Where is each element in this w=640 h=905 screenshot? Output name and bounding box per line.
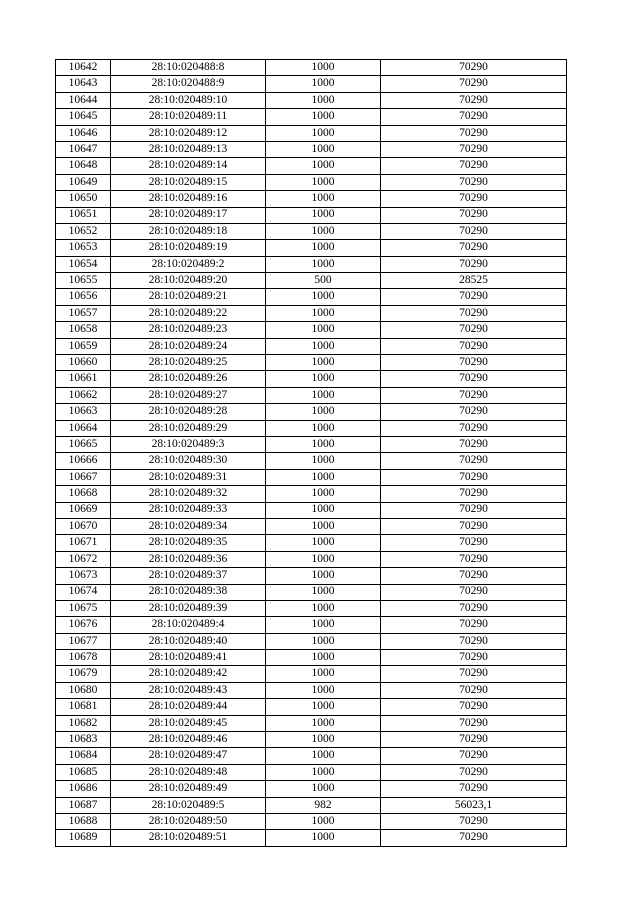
area-cell: 1000 — [266, 650, 381, 666]
cadastral-number-cell: 28:10:020489:20 — [111, 273, 266, 289]
cadastral-number-cell: 28:10:020489:50 — [111, 813, 266, 829]
cadastral-number-cell: 28:10:020489:47 — [111, 748, 266, 764]
area-cell: 1000 — [266, 633, 381, 649]
row-number-cell: 10666 — [56, 453, 111, 469]
table-row — [56, 617, 567, 633]
value-cell: 70290 — [381, 174, 567, 190]
cadastral-number-cell: 28:10:020489:34 — [111, 518, 266, 534]
value-cell: 70290 — [381, 141, 567, 157]
row-number-cell: 10650 — [56, 191, 111, 207]
table-row — [56, 92, 567, 108]
cadastral-number-cell: 28:10:020489:22 — [111, 305, 266, 321]
area-cell: 1000 — [266, 666, 381, 682]
row-number-cell: 10684 — [56, 748, 111, 764]
area-cell: 1000 — [266, 305, 381, 321]
row-number-cell: 10674 — [56, 584, 111, 600]
cadastral-number-cell: 28:10:020489:23 — [111, 322, 266, 338]
area-cell: 1000 — [266, 600, 381, 616]
cadastral-number-cell: 28:10:020489:48 — [111, 764, 266, 780]
value-cell: 70290 — [381, 617, 567, 633]
table-row — [56, 797, 567, 813]
row-number-cell: 10687 — [56, 797, 111, 813]
cadastral-number-cell: 28:10:020489:5 — [111, 797, 266, 813]
table-row — [56, 633, 567, 649]
value-cell: 70290 — [381, 535, 567, 551]
value-cell: 70290 — [381, 699, 567, 715]
cadastral-number-cell: 28:10:020489:35 — [111, 535, 266, 551]
row-number-cell: 10644 — [56, 92, 111, 108]
area-cell: 1000 — [266, 223, 381, 239]
table-row — [56, 781, 567, 797]
row-number-cell: 10678 — [56, 650, 111, 666]
value-cell: 70290 — [381, 289, 567, 305]
cadastral-number-cell: 28:10:020489:10 — [111, 92, 266, 108]
cadastral-number-cell: 28:10:020489:51 — [111, 830, 266, 846]
area-cell: 1000 — [266, 732, 381, 748]
row-number-cell: 10651 — [56, 207, 111, 223]
area-cell: 1000 — [266, 518, 381, 534]
area-cell: 1000 — [266, 322, 381, 338]
row-number-cell: 10676 — [56, 617, 111, 633]
row-number-cell: 10649 — [56, 174, 111, 190]
row-number-cell: 10682 — [56, 715, 111, 731]
value-cell: 70290 — [381, 191, 567, 207]
table-row — [56, 436, 567, 452]
area-cell: 1000 — [266, 830, 381, 846]
table-row — [56, 420, 567, 436]
table-row — [56, 174, 567, 190]
value-cell: 70290 — [381, 469, 567, 485]
table-row — [56, 76, 567, 92]
table-row — [56, 699, 567, 715]
row-number-cell: 10648 — [56, 158, 111, 174]
cadastral-number-cell: 28:10:020489:41 — [111, 650, 266, 666]
value-cell: 70290 — [381, 371, 567, 387]
cadastral-number-cell: 28:10:020489:40 — [111, 633, 266, 649]
value-cell: 56023,1 — [381, 797, 567, 813]
row-number-cell: 10680 — [56, 682, 111, 698]
row-number-cell: 10661 — [56, 371, 111, 387]
area-cell: 1000 — [266, 469, 381, 485]
cadastral-number-cell: 28:10:020489:13 — [111, 141, 266, 157]
table-row — [56, 355, 567, 371]
area-cell: 1000 — [266, 404, 381, 420]
table-row — [56, 223, 567, 239]
area-cell: 1000 — [266, 813, 381, 829]
cadastral-number-cell: 28:10:020489:17 — [111, 207, 266, 223]
table-row — [56, 404, 567, 420]
value-cell: 70290 — [381, 568, 567, 584]
row-number-cell: 10673 — [56, 568, 111, 584]
cadastral-number-cell: 28:10:020489:11 — [111, 109, 266, 125]
value-cell: 70290 — [381, 355, 567, 371]
value-cell: 70290 — [381, 781, 567, 797]
table-row — [56, 387, 567, 403]
area-cell: 1000 — [266, 387, 381, 403]
area-cell: 1000 — [266, 371, 381, 387]
row-number-cell: 10645 — [56, 109, 111, 125]
table-row — [56, 600, 567, 616]
area-cell: 500 — [266, 273, 381, 289]
area-cell: 1000 — [266, 355, 381, 371]
table-row — [56, 682, 567, 698]
cadastral-number-cell: 28:10:020489:26 — [111, 371, 266, 387]
area-cell: 1000 — [266, 240, 381, 256]
row-number-cell: 10652 — [56, 223, 111, 239]
area-cell: 1000 — [266, 535, 381, 551]
table-body — [56, 60, 567, 847]
table-row — [56, 338, 567, 354]
cadastral-number-cell: 28:10:020489:25 — [111, 355, 266, 371]
row-number-cell: 10683 — [56, 732, 111, 748]
area-cell: 1000 — [266, 453, 381, 469]
table-row — [56, 732, 567, 748]
cadastral-number-cell: 28:10:020489:39 — [111, 600, 266, 616]
row-number-cell: 10656 — [56, 289, 111, 305]
value-cell: 70290 — [381, 633, 567, 649]
area-cell: 1000 — [266, 748, 381, 764]
value-cell: 70290 — [381, 453, 567, 469]
row-number-cell: 10686 — [56, 781, 111, 797]
value-cell: 70290 — [381, 76, 567, 92]
row-number-cell: 10671 — [56, 535, 111, 551]
value-cell: 70290 — [381, 387, 567, 403]
row-number-cell: 10654 — [56, 256, 111, 272]
area-cell: 1000 — [266, 256, 381, 272]
value-cell: 70290 — [381, 813, 567, 829]
area-cell: 1000 — [266, 174, 381, 190]
row-number-cell: 10665 — [56, 436, 111, 452]
cadastral-number-cell: 28:10:020489:45 — [111, 715, 266, 731]
value-cell: 70290 — [381, 256, 567, 272]
value-cell: 70290 — [381, 338, 567, 354]
area-cell: 1000 — [266, 486, 381, 502]
row-number-cell: 10660 — [56, 355, 111, 371]
value-cell: 70290 — [381, 518, 567, 534]
area-cell: 1000 — [266, 76, 381, 92]
area-cell: 1000 — [266, 436, 381, 452]
cadastral-number-cell: 28:10:020489:49 — [111, 781, 266, 797]
area-cell: 1000 — [266, 158, 381, 174]
value-cell: 70290 — [381, 109, 567, 125]
area-cell: 1000 — [266, 764, 381, 780]
table-row — [56, 486, 567, 502]
row-number-cell: 10667 — [56, 469, 111, 485]
row-number-cell: 10642 — [56, 60, 111, 76]
value-cell: 70290 — [381, 240, 567, 256]
row-number-cell: 10672 — [56, 551, 111, 567]
cadastral-number-cell: 28:10:020489:18 — [111, 223, 266, 239]
value-cell: 70290 — [381, 584, 567, 600]
area-cell: 1000 — [266, 141, 381, 157]
cadastral-number-cell: 28:10:020489:27 — [111, 387, 266, 403]
row-number-cell: 10647 — [56, 141, 111, 157]
cadastral-number-cell: 28:10:020489:19 — [111, 240, 266, 256]
value-cell: 70290 — [381, 92, 567, 108]
table-row — [56, 535, 567, 551]
value-cell: 70290 — [381, 207, 567, 223]
area-cell: 1000 — [266, 207, 381, 223]
table-row — [56, 141, 567, 157]
table-row — [56, 518, 567, 534]
value-cell: 70290 — [381, 732, 567, 748]
row-number-cell: 10643 — [56, 76, 111, 92]
cadastral-number-cell: 28:10:020489:43 — [111, 682, 266, 698]
cadastral-number-cell: 28:10:020489:44 — [111, 699, 266, 715]
area-cell: 1000 — [266, 781, 381, 797]
cadastral-number-cell: 28:10:020489:24 — [111, 338, 266, 354]
value-cell: 70290 — [381, 436, 567, 452]
table-row — [56, 551, 567, 567]
table-row — [56, 813, 567, 829]
area-cell: 1000 — [266, 584, 381, 600]
row-number-cell: 10646 — [56, 125, 111, 141]
table-row — [56, 158, 567, 174]
cadastral-number-cell: 28:10:020489:30 — [111, 453, 266, 469]
value-cell: 70290 — [381, 125, 567, 141]
cadastral-number-cell: 28:10:020489:46 — [111, 732, 266, 748]
value-cell: 70290 — [381, 830, 567, 846]
table-row — [56, 273, 567, 289]
table-row — [56, 764, 567, 780]
value-cell: 70290 — [381, 748, 567, 764]
table-row — [56, 60, 567, 76]
value-cell: 70290 — [381, 60, 567, 76]
row-number-cell: 10664 — [56, 420, 111, 436]
cadastral-number-cell: 28:10:020489:15 — [111, 174, 266, 190]
row-number-cell: 10688 — [56, 813, 111, 829]
row-number-cell: 10685 — [56, 764, 111, 780]
table-row — [56, 584, 567, 600]
cadastral-number-cell: 28:10:020489:28 — [111, 404, 266, 420]
area-cell: 1000 — [266, 682, 381, 698]
value-cell: 70290 — [381, 682, 567, 698]
cadastral-number-cell: 28:10:020488:8 — [111, 60, 266, 76]
table-row — [56, 666, 567, 682]
area-cell: 1000 — [266, 191, 381, 207]
area-cell: 1000 — [266, 338, 381, 354]
cadastral-number-cell: 28:10:020489:2 — [111, 256, 266, 272]
table-row — [56, 305, 567, 321]
row-number-cell: 10668 — [56, 486, 111, 502]
area-cell: 1000 — [266, 699, 381, 715]
cadastral-number-cell: 28:10:020488:9 — [111, 76, 266, 92]
row-number-cell: 10670 — [56, 518, 111, 534]
cadastral-number-cell: 28:10:020489:38 — [111, 584, 266, 600]
row-number-cell: 10689 — [56, 830, 111, 846]
row-number-cell: 10675 — [56, 600, 111, 616]
value-cell: 70290 — [381, 420, 567, 436]
cadastral-number-cell: 28:10:020489:4 — [111, 617, 266, 633]
cadastral-number-cell: 28:10:020489:37 — [111, 568, 266, 584]
value-cell: 70290 — [381, 715, 567, 731]
row-number-cell: 10653 — [56, 240, 111, 256]
value-cell: 70290 — [381, 404, 567, 420]
area-cell: 1000 — [266, 715, 381, 731]
value-cell: 70290 — [381, 764, 567, 780]
cadastral-number-cell: 28:10:020489:29 — [111, 420, 266, 436]
table-row — [56, 830, 567, 846]
table-row — [56, 371, 567, 387]
data-table — [55, 59, 567, 847]
row-number-cell: 10657 — [56, 305, 111, 321]
value-cell: 70290 — [381, 666, 567, 682]
cadastral-number-cell: 28:10:020489:42 — [111, 666, 266, 682]
area-cell: 1000 — [266, 568, 381, 584]
table-row — [56, 256, 567, 272]
row-number-cell: 10669 — [56, 502, 111, 518]
row-number-cell: 10658 — [56, 322, 111, 338]
row-number-cell: 10655 — [56, 273, 111, 289]
area-cell: 1000 — [266, 92, 381, 108]
table-row — [56, 502, 567, 518]
value-cell: 70290 — [381, 486, 567, 502]
table-row — [56, 191, 567, 207]
value-cell: 70290 — [381, 158, 567, 174]
table-row — [56, 125, 567, 141]
table-row — [56, 322, 567, 338]
cadastral-number-cell: 28:10:020489:36 — [111, 551, 266, 567]
cadastral-number-cell: 28:10:020489:33 — [111, 502, 266, 518]
area-cell: 1000 — [266, 551, 381, 567]
table-row — [56, 240, 567, 256]
cadastral-number-cell: 28:10:020489:14 — [111, 158, 266, 174]
table-row — [56, 207, 567, 223]
table-row — [56, 289, 567, 305]
value-cell: 70290 — [381, 600, 567, 616]
cadastral-number-cell: 28:10:020489:21 — [111, 289, 266, 305]
cadastral-number-cell: 28:10:020489:31 — [111, 469, 266, 485]
value-cell: 70290 — [381, 551, 567, 567]
row-number-cell: 10662 — [56, 387, 111, 403]
table-row — [56, 650, 567, 666]
cadastral-number-cell: 28:10:020489:32 — [111, 486, 266, 502]
table-row — [56, 453, 567, 469]
area-cell: 1000 — [266, 60, 381, 76]
row-number-cell: 10677 — [56, 633, 111, 649]
row-number-cell: 10679 — [56, 666, 111, 682]
row-number-cell: 10659 — [56, 338, 111, 354]
area-cell: 1000 — [266, 420, 381, 436]
area-cell: 982 — [266, 797, 381, 813]
table-row — [56, 715, 567, 731]
area-cell: 1000 — [266, 109, 381, 125]
cadastral-number-cell: 28:10:020489:12 — [111, 125, 266, 141]
area-cell: 1000 — [266, 125, 381, 141]
area-cell: 1000 — [266, 289, 381, 305]
table-row — [56, 748, 567, 764]
table-row — [56, 469, 567, 485]
area-cell: 1000 — [266, 502, 381, 518]
area-cell: 1000 — [266, 617, 381, 633]
row-number-cell: 10681 — [56, 699, 111, 715]
table-row — [56, 568, 567, 584]
table-row — [56, 109, 567, 125]
value-cell: 70290 — [381, 305, 567, 321]
value-cell: 70290 — [381, 502, 567, 518]
row-number-cell: 10663 — [56, 404, 111, 420]
cadastral-number-cell: 28:10:020489:16 — [111, 191, 266, 207]
value-cell: 70290 — [381, 650, 567, 666]
value-cell: 28525 — [381, 273, 567, 289]
value-cell: 70290 — [381, 322, 567, 338]
cadastral-number-cell: 28:10:020489:3 — [111, 436, 266, 452]
value-cell: 70290 — [381, 223, 567, 239]
